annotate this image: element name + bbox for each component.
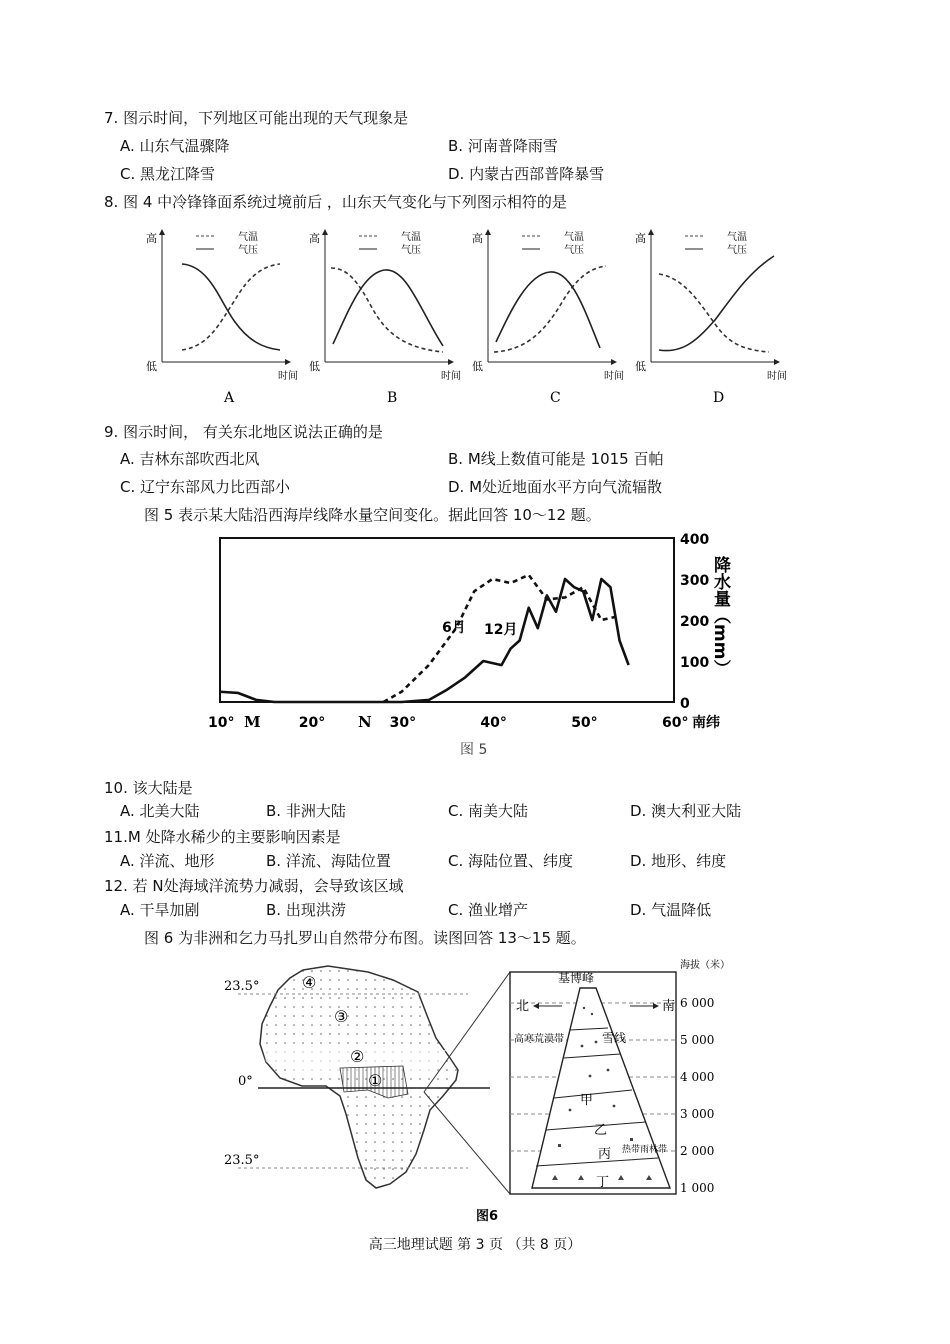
fig4-b-label: B — [387, 390, 398, 406]
fig6-peak: 基博峰 — [558, 971, 595, 985]
fig6-elev-5000: 5 000 — [680, 1033, 715, 1047]
fig5-y-tick-2: 200 — [680, 614, 710, 630]
q11-option-a: A. 洋流、地形 — [120, 852, 215, 870]
fig6-caption: 图6 — [476, 1209, 499, 1224]
figure-5-chart — [200, 526, 760, 766]
fig4-a-label: A — [224, 390, 235, 406]
q9-option-d: D. M处近地面水平方向气流辐散 — [448, 478, 663, 496]
fig4-d-legend-pressure: 气压 — [727, 245, 747, 256]
q12-option-d: D. 气温降低 — [630, 901, 712, 919]
fig4-b-legend-pressure: 气压 — [401, 245, 421, 256]
fig5-point-m: M — [244, 713, 261, 731]
fig6-intro: 图 6 为非洲和乞力马扎罗山自然带分布图。读图回答 13～15 题。 — [144, 929, 586, 947]
fig4-b-xlabel: 时间 — [441, 371, 461, 382]
fig4-c-legend-temp: 气温 — [564, 232, 584, 243]
fig6-rainforest: 热带雨林带 — [622, 1145, 668, 1155]
q10-option-a: A. 北美大陆 — [120, 802, 200, 820]
fig5-intro: 图 5 表示某大陆沿西海岸线降水量空间变化。据此回答 10～12 题。 — [144, 506, 601, 524]
fig5-label-dec: 12月 — [484, 622, 518, 638]
fig6-south: 南 — [662, 999, 676, 1014]
fig4-c-low: 低 — [472, 360, 483, 373]
fig4-d-legend-temp: 气温 — [727, 232, 747, 243]
fig4-d-low: 低 — [635, 360, 646, 373]
q10-option-d: D. 澳大利亚大陆 — [630, 802, 742, 820]
q9-option-b: B. M线上数值可能是 1015 百帕 — [448, 450, 664, 468]
fig4-c-legend-pressure: 气压 — [564, 245, 584, 256]
fig6-lat-235s: 23.5° — [224, 1153, 260, 1168]
q11-option-d: D. 地形、纬度 — [630, 852, 727, 870]
fig5-x-tick-3: 40° — [480, 715, 507, 731]
fig6-snowline: 雪线 — [602, 1031, 627, 1045]
fig5-y-tick-1: 100 — [680, 655, 710, 671]
fig6-zone-2: ② — [350, 1047, 365, 1066]
q12-option-c: C. 渔业增产 — [448, 901, 529, 919]
fig6-elev-title: 海拔（米） — [680, 960, 730, 971]
fig4-d-xlabel: 时间 — [767, 371, 787, 382]
fig5-y-tick-3: 300 — [680, 573, 710, 589]
fig6-zone-3: ③ — [334, 1007, 349, 1026]
fig4-a-high: 高 — [146, 232, 157, 245]
q9-option-c: C. 辽宁东部风力比西部小 — [120, 478, 291, 496]
fig6-elev-3000: 3 000 — [680, 1107, 715, 1121]
fig6-belt-bing: 丙 — [598, 1147, 612, 1162]
q7-option-a: A. 山东气温骤降 — [120, 137, 230, 155]
fig4-panel-a — [146, 230, 298, 406]
figure-4 — [140, 222, 800, 412]
fig4-a-low: 低 — [146, 360, 157, 373]
q11-option-c: C. 海陆位置、纬度 — [448, 852, 574, 870]
q7-stem: 7. 图示时间，下列地区可能出现的天气现象是 — [104, 109, 409, 127]
fig5-series-dec — [220, 579, 629, 702]
fig4-a-legend-pressure: 气压 — [238, 245, 258, 256]
q7-option-d: D. 内蒙古西部普降暴雪 — [448, 165, 605, 183]
q7-option-c: C. 黑龙江降雪 — [120, 165, 216, 183]
q12-option-b: B. 出现洪涝 — [266, 901, 346, 919]
q7-option-b: B. 河南普降雨雪 — [448, 137, 558, 155]
fig5-y-tick-4: 400 — [680, 532, 710, 548]
fig6-alpine: 高寒荒漠带 — [514, 1034, 564, 1045]
fig4-b-low: 低 — [309, 360, 320, 373]
q10-option-c: C. 南美大陆 — [448, 802, 529, 820]
fig6-elev-6000: 6 000 — [680, 996, 715, 1010]
fig6-lat-235n: 23.5° — [224, 979, 260, 994]
fig6-belt-ding: 丁 — [596, 1175, 610, 1190]
fig6-belt-yi: 乙 — [594, 1123, 608, 1138]
q10-option-b: B. 非洲大陆 — [266, 802, 346, 820]
fig5-x-tick-5: 60° — [662, 715, 689, 731]
fig6-north: 北 — [516, 999, 530, 1014]
q12-option-a: A. 干旱加剧 — [120, 901, 200, 919]
fig5-label-june: 6月 — [442, 620, 466, 636]
fig4-panel-c — [472, 230, 624, 406]
fig4-c-label: C — [550, 390, 561, 406]
fig5-point-n: N — [358, 713, 372, 731]
fig4-c-high: 高 — [472, 232, 483, 245]
fig5-x-tick-4: 50° — [571, 715, 598, 731]
q11-option-b: B. 洋流、海陆位置 — [266, 852, 391, 870]
fig5-x-tick-1: 20° — [298, 715, 326, 731]
fig4-b-high: 高 — [309, 232, 320, 245]
fig4-panel-b — [309, 230, 461, 406]
fig6-belt-jia: 甲 — [580, 1093, 594, 1108]
fig6-zone-1: ① — [368, 1071, 383, 1090]
fig5-y-tick-0: 0 — [680, 696, 690, 712]
fig5-y-label: 降水量（mm） — [710, 556, 730, 677]
fig5-caption: 图 5 — [460, 742, 488, 758]
fig6-zone-4: ④ — [302, 973, 317, 992]
fig5-x-tick-2: 30° — [389, 715, 417, 731]
q12-stem: 12. 若 N处海域洋流势力减弱，会导致该区域 — [104, 877, 404, 895]
fig4-panel-d — [635, 230, 787, 406]
fig4-a-legend-temp: 气温 — [238, 232, 258, 243]
fig5-x-tick-0: 10° — [208, 715, 235, 731]
fig6-elev-1000: 1 000 — [680, 1181, 715, 1195]
q9-stem: 9. 图示时间， 有关东北地区说法正确的是 — [104, 423, 383, 441]
fig4-a-xlabel: 时间 — [278, 371, 298, 382]
fig6-elev-4000: 4 000 — [680, 1070, 715, 1084]
q11-stem: 11.M 处降水稀少的主要影响因素是 — [104, 828, 341, 846]
fig6-elev-2000: 2 000 — [680, 1144, 715, 1158]
fig4-d-label: D — [713, 390, 725, 406]
page-footer: 高三地理试题 第 3 页 （共 8 页） — [368, 1237, 582, 1253]
figure-6 — [218, 958, 738, 1228]
fig5-x-unit: 南纬 — [692, 715, 720, 731]
fig6-lat-0: 0° — [238, 1074, 253, 1089]
fig4-c-xlabel: 时间 — [604, 371, 624, 382]
q10-stem: 10. 该大陆是 — [104, 779, 193, 797]
q9-option-a: A. 吉林东部吹西北风 — [120, 450, 260, 468]
fig4-b-legend-temp: 气温 — [401, 232, 421, 243]
q8-stem: 8. 图 4 中冷锋锋面系统过境前后 ，山东天气变化与下列图示相符的是 — [104, 193, 567, 211]
fig4-d-high: 高 — [635, 232, 646, 245]
